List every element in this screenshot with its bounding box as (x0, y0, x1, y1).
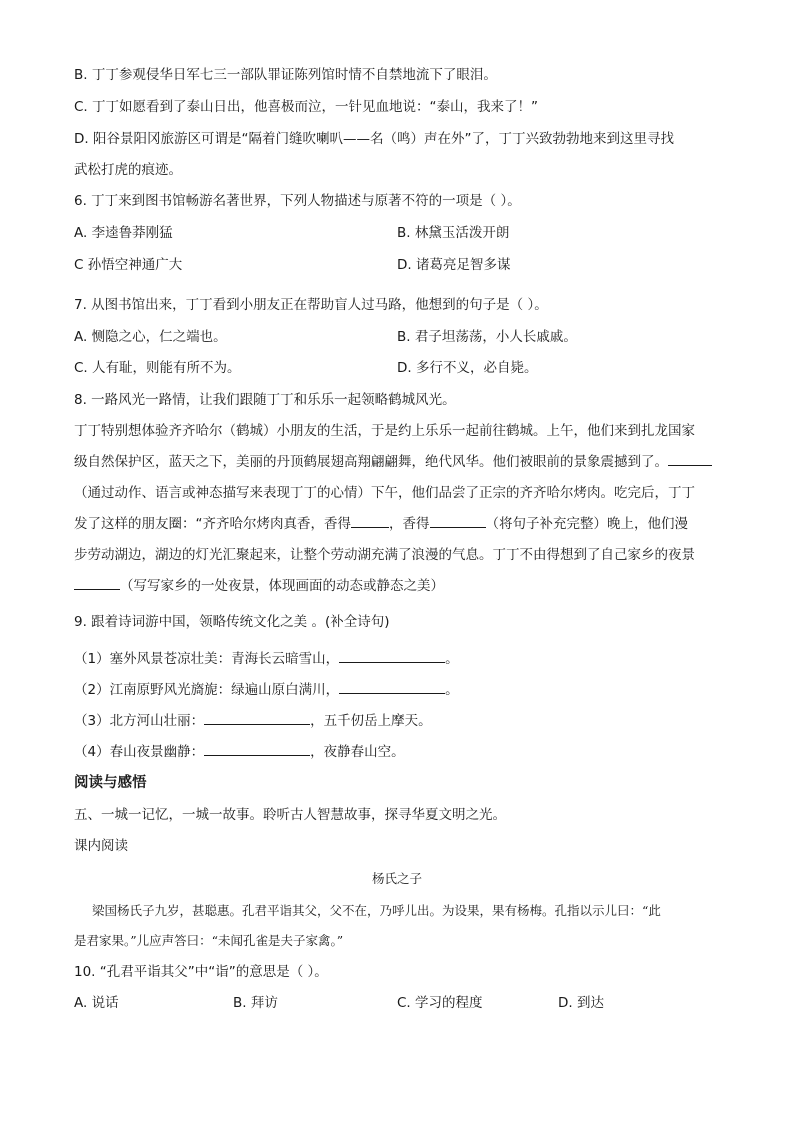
q8-line4-part1: 发了这样的朋友圈：“齐齐哈尔烤肉真香，香得 (74, 516, 351, 532)
q8-paragraph-line5: 步劳动湖边，湖边的灯光汇聚起来，让整个劳动湖充满了浪漫的气息。丁丁不由得想到了自己家乡的夜景 (74, 547, 695, 563)
q10-option-b: B. 拜访 (233, 995, 278, 1011)
q7-option-d: D. 多行不义，必自毙。 (397, 360, 538, 376)
q7-option-c: C. 人有耻，则能有所不为。 (74, 360, 241, 376)
q9-line3 (74, 711, 432, 731)
q10-option-d: D. 到达 (558, 995, 604, 1011)
passage-title: 杨氏之子 (371, 871, 422, 886)
q10-option-c: C. 学习的程度 (397, 995, 483, 1011)
q9-line2-end: 。 (445, 682, 459, 698)
passage-line2: 是君家果。”儿应声答曰：“未闻孔雀是夫子家禽。” (74, 933, 344, 948)
q9-line4-end: ，夜静春山空。 (310, 744, 405, 760)
answer-blank[interactable] (204, 711, 310, 725)
q8-stem: 8. 一路风光一路情，让我们跟随丁丁和乐乐一起领略鹤城风光。 (74, 392, 456, 408)
q10-option-a: A. 说话 (74, 995, 119, 1011)
answer-blank[interactable] (668, 452, 712, 466)
q6-stem: 6. 丁丁来到图书馆畅游名著世界，下列人物描述与原著不符的一项是（ ）。 (74, 193, 521, 209)
q8-paragraph-line4 (74, 514, 688, 534)
section-five-title: 五、一城一记忆，一城一故事。聆听古人智慧故事，探寻华夏文明之光。 (74, 807, 506, 823)
q9-line4 (74, 742, 405, 762)
q8-paragraph-line2 (74, 452, 712, 472)
q9-stem: 9. 跟着诗词游中国，领略传统文化之美 。(补全诗句) (74, 614, 390, 630)
q8-paragraph-line2-text: 级自然保护区，蓝天之下，美丽的丹顶鹤展翅高翔翩翩舞，绝代风华。他们被眼前的景象震撼到了。 (74, 454, 668, 470)
q6-option-d: D. 诸葛亮足智多谋 (397, 257, 511, 273)
answer-blank[interactable] (351, 514, 389, 528)
q9-line1-end: 。 (445, 651, 459, 667)
q8-paragraph-line3: （通过动作、语言或神态描写来表现丁丁的心情）下午，他们品尝了正宗的齐齐哈尔烤肉。吃完后，丁丁 (74, 485, 695, 501)
q7-stem: 7. 从图书馆出来，丁丁看到小朋友正在帮助盲人过马路，他想到的句子是（ ）。 (74, 297, 548, 313)
answer-blank[interactable] (430, 514, 486, 528)
q7-option-a: A. 恻隐之心，仁之端也。 (74, 329, 227, 345)
answer-blank[interactable] (339, 680, 445, 694)
section-subheading: 课内阅读 (74, 838, 128, 854)
passage-line1: 梁国杨氏子九岁，甚聪惠。孔君平诣其父，父不在，乃呼儿出。为设果，果有杨梅。孔指以示儿曰：“此 (92, 903, 661, 918)
q6-option-a: A. 李逵鲁莽刚猛 (74, 225, 173, 241)
answer-blank[interactable] (339, 649, 445, 663)
q9-line4-text: （4）春山夜景幽静： (74, 744, 205, 760)
q5-option-c: C. 丁丁如愿看到了泰山日出，他喜极而泣，一针见血地说：“泰山，我来了！” (74, 99, 538, 115)
q8-line4-part2: ，香得 (389, 516, 430, 532)
q8-paragraph-line1: 丁丁特别想体验齐齐哈尔（鹤城）小朋友的生活，于是约上乐乐一起前往鹤城。上午，他们来到扎龙国家 (74, 423, 695, 439)
q7-option-b: B. 君子坦荡荡，小人长戚戚。 (397, 329, 577, 345)
q9-line2 (74, 680, 459, 700)
q8-line6-text: （写写家乡的一处夜景，体现画面的动态或静态之美） (120, 578, 444, 594)
q9-line1-text: （1）塞外风景苍凉壮美：青海长云暗雪山， (74, 651, 340, 667)
q6-option-c: C 孙悟空神通广大 (74, 257, 183, 273)
q5-option-b: B. 丁丁参观侵华日军七三一部队罪证陈列馆时情不自禁地流下了眼泪。 (74, 67, 497, 83)
answer-blank[interactable] (74, 576, 120, 590)
q8-line4-part3: （将句子补充完整）晚上，他们漫 (485, 516, 688, 532)
q9-line1 (74, 649, 459, 669)
q8-paragraph-line6 (74, 576, 444, 596)
answer-blank[interactable] (204, 742, 310, 756)
q5-option-d-line2: 武松打虎的痕迹。 (74, 162, 182, 178)
q6-option-b: B. 林黛玉活泼开朗 (397, 225, 510, 241)
q9-line2-text: （2）江南原野风光旖旎：绿遍山原白满川， (74, 682, 340, 698)
q9-line3-end: ，五千仞岳上摩天。 (310, 713, 432, 729)
q10-stem: 10. “孔君平诣其父”中“诣”的意思是（ ）。 (74, 964, 328, 980)
q5-option-d-line1: D. 阳谷景阳冈旅游区可谓是“隔着门缝吹喇叭——名（鸣）声在外”了，丁丁兴致勃勃地来到这里寻找 (74, 131, 674, 147)
section-heading: 阅读与感悟 (74, 775, 147, 791)
q9-line3-text: （3）北方河山壮丽： (74, 713, 205, 729)
